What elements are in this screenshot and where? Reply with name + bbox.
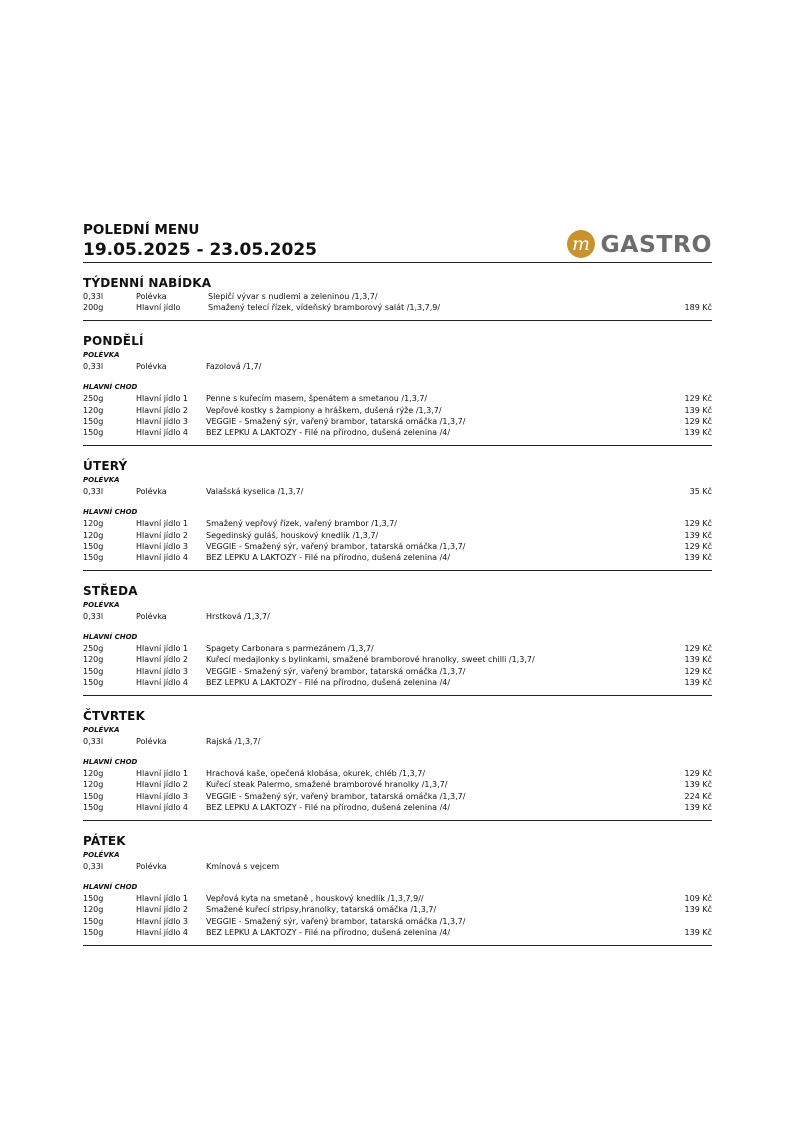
main-dish-row (83, 393, 712, 404)
dish-name: VEGGIE - Smažený sýr, vařený brambor, tatarská omáčka /1,3,7/ (206, 791, 466, 801)
dish-name: BEZ LEPKU A LAKTOZY - Filé na přírodno, dušená zelenina /4/ (206, 678, 451, 688)
dish-type: Hlavní jídlo 2 (136, 780, 188, 790)
main-course-category-label: HLAVNÍ CHOD (83, 633, 138, 642)
dish-type: Hlavní jídlo 3 (136, 916, 188, 926)
dish-type: Polévka (136, 611, 167, 621)
dish-type: Hlavní jídlo 4 (136, 553, 188, 563)
soup-row (83, 486, 712, 497)
dish-type: Hlavní jídlo 3 (136, 791, 188, 801)
dish-price (652, 861, 712, 872)
dish-name: VEGGIE - Smažený sýr, vařený brambor, tatarská omáčka /1,3,7/ (206, 666, 466, 676)
dish-quantity: 150g (83, 928, 104, 938)
dish-name: Fazolová /1,7/ (206, 361, 262, 371)
day-section (83, 321, 712, 446)
soup-category-label: POLÉVKA (83, 475, 120, 484)
weekly-item-row (83, 302, 712, 313)
dish-type: Polévka (136, 736, 167, 746)
dish-type: Polévka (136, 361, 167, 371)
main-dish-row (83, 927, 712, 938)
section-title: TÝDENNÍ NABÍDKA (83, 276, 212, 290)
dish-quantity: 0,33l (83, 292, 104, 301)
dish-price: 139 Kč (684, 678, 712, 688)
dish-quantity: 150g (83, 803, 104, 813)
menu-title: POLEDNÍ MENU (83, 222, 200, 238)
dish-name: BEZ LEPKU A LAKTOZY - Filé na přírodno, dušená zelenina /4/ (206, 553, 451, 563)
dish-type: Hlavní jídlo 2 (136, 405, 188, 415)
dish-quantity: 0,33l (83, 361, 104, 371)
menu-sheet (83, 222, 712, 946)
dish-name: Hrachová kaše, opečená klobása, okurek, chléb /1,3,7/ (206, 769, 426, 779)
dish-quantity: 150g (83, 428, 104, 438)
main-dish-row (83, 427, 712, 438)
dish-price: 139 Kč (684, 428, 712, 438)
soup-row (83, 611, 712, 622)
main-dish-row (83, 677, 712, 688)
soup-row (83, 861, 712, 872)
dish-price: 129 Kč (684, 394, 712, 404)
dish-quantity: 150g (83, 666, 104, 676)
dish-quantity: 150g (83, 678, 104, 688)
main-course-category-label: HLAVNÍ CHOD (83, 508, 138, 517)
dish-price (652, 361, 712, 372)
main-course-category-label: HLAVNÍ CHOD (83, 882, 138, 891)
dish-quantity: 0,33l (83, 611, 104, 621)
soup-category-label: POLÉVKA (83, 350, 120, 359)
dish-price: 224 Kč (684, 791, 712, 801)
dish-price (652, 611, 712, 622)
dish-price (652, 291, 712, 302)
day-title: PÁTEK (83, 833, 126, 848)
dish-name: Kuřecí steak Palermo, smažené bramborové hranolky /1,3,7/ (206, 780, 448, 790)
dish-quantity: 150g (83, 553, 104, 563)
weekly-offer-section (83, 263, 712, 321)
dish-quantity: 120g (83, 769, 104, 779)
logo-text: GASTRO (600, 230, 712, 258)
dish-name: VEGGIE - Smažený sýr, vařený brambor, tatarská omáčka /1,3,7/ (206, 916, 466, 926)
dish-name: VEGGIE - Smažený sýr, vařený brambor, tatarská omáčka /1,3,7/ (206, 416, 466, 426)
dish-type: Hlavní jídlo 4 (136, 678, 188, 688)
weekly-item-row (83, 291, 712, 302)
main-dish-row (83, 416, 712, 427)
logo-mark-letter: m (572, 233, 591, 255)
day-section (83, 446, 712, 571)
day-title: ÚTERÝ (83, 458, 128, 473)
dish-name: Smažený vepřový řízek, vařený brambor /1,3,7/ (206, 519, 397, 529)
logo-emblem-icon (566, 229, 596, 259)
main-dish-row (83, 530, 712, 541)
dish-type: Hlavní jídlo 1 (136, 394, 188, 404)
main-course-category-label: HLAVNÍ CHOD (83, 758, 138, 767)
day-section (83, 571, 712, 696)
day-title: PONDĚLÍ (83, 333, 144, 348)
dish-quantity: 200g (83, 303, 104, 313)
soup-category-label: POLÉVKA (83, 600, 120, 609)
main-dish-row (83, 541, 712, 552)
soup-row (83, 736, 712, 747)
main-dish-row (83, 666, 712, 677)
dish-type: Polévka (136, 292, 167, 301)
dish-quantity: 120g (83, 655, 104, 665)
day-section (83, 696, 712, 821)
main-dish-row (83, 768, 712, 779)
dish-type: Hlavní jídlo 4 (136, 928, 188, 938)
dish-quantity: 120g (83, 519, 104, 529)
dish-type: Hlavní jídlo 1 (136, 769, 188, 779)
gastro-logo (566, 229, 712, 259)
dish-price: 129 Kč (684, 519, 712, 529)
dish-name: Segedinský guláš, houskový knedlík /1,3,7/ (206, 530, 379, 540)
dish-price: 109 Kč (684, 893, 712, 903)
dish-price: 189 Kč (684, 303, 712, 313)
dish-price: 139 Kč (684, 553, 712, 563)
soup-category-label: POLÉVKA (83, 725, 120, 734)
dish-type: Hlavní jídlo 2 (136, 655, 188, 665)
main-dish-row (83, 643, 712, 654)
day-title: ČTVRTEK (83, 708, 146, 723)
main-dish-row (83, 552, 712, 563)
dish-type: Hlavní jídlo 3 (136, 416, 188, 426)
dish-price: 139 Kč (684, 530, 712, 540)
dish-type: Polévka (136, 861, 167, 871)
soup-row (83, 361, 712, 372)
dish-quantity: 120g (83, 905, 104, 915)
main-dish-row (83, 518, 712, 529)
dish-quantity: 250g (83, 394, 104, 404)
main-dish-row (83, 779, 712, 790)
dish-quantity: 150g (83, 893, 104, 903)
dish-quantity: 120g (83, 780, 104, 790)
dish-quantity: 150g (83, 416, 104, 426)
dish-name: BEZ LEPKU A LAKTOZY - Filé na přírodno, dušená zelenina /4/ (206, 928, 451, 938)
soup-category-label: POLÉVKA (83, 850, 120, 859)
dish-name: VEGGIE - Smažený sýr, vařený brambor, tatarská omáčka /1,3,7/ (206, 541, 466, 551)
main-dish-row (83, 405, 712, 416)
dish-type: Hlavní jídlo 4 (136, 428, 188, 438)
dish-quantity: 0,33l (83, 486, 104, 496)
dish-price (652, 736, 712, 747)
main-dish-row (83, 791, 712, 802)
menu-date-range: 19.05.2025 - 23.05.2025 (83, 240, 317, 260)
main-dish-row (83, 802, 712, 813)
dish-price: 139 Kč (684, 928, 712, 938)
dish-name: Spagety Carbonara s parmezánem /1,3,7/ (206, 644, 374, 654)
dish-price: 139 Kč (684, 905, 712, 915)
dish-name: Kuřecí medajlonky s bylinkami, smažené bramborové hranolky, sweet chilli /1,3,7/ (206, 655, 535, 665)
dish-name: Vepřové kostky s žampiony a hráškem, dušená rýže /1,3,7/ (206, 405, 442, 415)
dish-price: 129 Kč (684, 666, 712, 676)
day-section (83, 821, 712, 946)
dish-price: 129 Kč (684, 416, 712, 426)
dish-type: Hlavní jídlo 3 (136, 541, 188, 551)
main-dish-row (83, 654, 712, 665)
dish-type: Polévka (136, 486, 167, 496)
dish-name: Vepřová kyta na smetaně , houskový knedlík /1,3,7,9// (206, 893, 424, 903)
day-title: STŘEDA (83, 583, 138, 598)
dish-price (652, 916, 712, 927)
dish-name: Rajská /1,3,7/ (206, 736, 261, 746)
menu-header (83, 222, 712, 263)
dish-price: 139 Kč (684, 405, 712, 415)
dish-type: Hlavní jídlo 2 (136, 905, 188, 915)
dish-name: Kmínová s vejcem (206, 861, 280, 871)
dish-name: Slepičí vývar s nudlemi a zeleninou /1,3,7/ (208, 292, 378, 301)
dish-name: Penne s kuřecím masem, špenátem a smetanou /1,3,7/ (206, 394, 428, 404)
dish-type: Hlavní jídlo 2 (136, 530, 188, 540)
dish-price: 35 Kč (689, 486, 712, 496)
dish-price: 129 Kč (684, 541, 712, 551)
dish-quantity: 250g (83, 644, 104, 654)
dish-quantity: 150g (83, 791, 104, 801)
dish-quantity: 120g (83, 530, 104, 540)
dish-type: Hlavní jídlo 4 (136, 803, 188, 813)
dish-price: 139 Kč (684, 780, 712, 790)
dish-quantity: 0,33l (83, 736, 104, 746)
dish-quantity: 0,33l (83, 861, 104, 871)
main-course-category-label: HLAVNÍ CHOD (83, 383, 138, 392)
dish-type: Hlavní jídlo 3 (136, 666, 188, 676)
dish-type: Hlavní jídlo (136, 303, 181, 313)
dish-type: Hlavní jídlo 1 (136, 644, 188, 654)
dish-name: BEZ LEPKU A LAKTOZY - Filé na přírodno, dušená zelenina /4/ (206, 803, 451, 813)
dish-name: Smažený telecí řízek, vídeňský bramborový salát /1,3,7,9/ (208, 303, 441, 313)
dish-name: BEZ LEPKU A LAKTOZY - Filé na přírodno, dušená zelenina /4/ (206, 428, 451, 438)
dish-type: Hlavní jídlo 1 (136, 893, 188, 903)
dish-type: Hlavní jídlo 1 (136, 519, 188, 529)
dish-price: 139 Kč (684, 655, 712, 665)
dish-name: Smažené kuřecí stripsy,hranolky, tatarská omáčka /1,3,7/ (206, 905, 437, 915)
main-dish-row (83, 893, 712, 904)
dish-quantity: 120g (83, 405, 104, 415)
dish-quantity: 150g (83, 916, 104, 926)
dish-price: 129 Kč (684, 644, 712, 654)
main-dish-row (83, 916, 712, 927)
dish-quantity: 150g (83, 541, 104, 551)
dish-name: Valašská kyselica /1,3,7/ (206, 486, 304, 496)
dish-price: 139 Kč (684, 803, 712, 813)
main-dish-row (83, 904, 712, 915)
dish-price: 129 Kč (684, 769, 712, 779)
dish-name: Hrstková /1,3,7/ (206, 611, 270, 621)
